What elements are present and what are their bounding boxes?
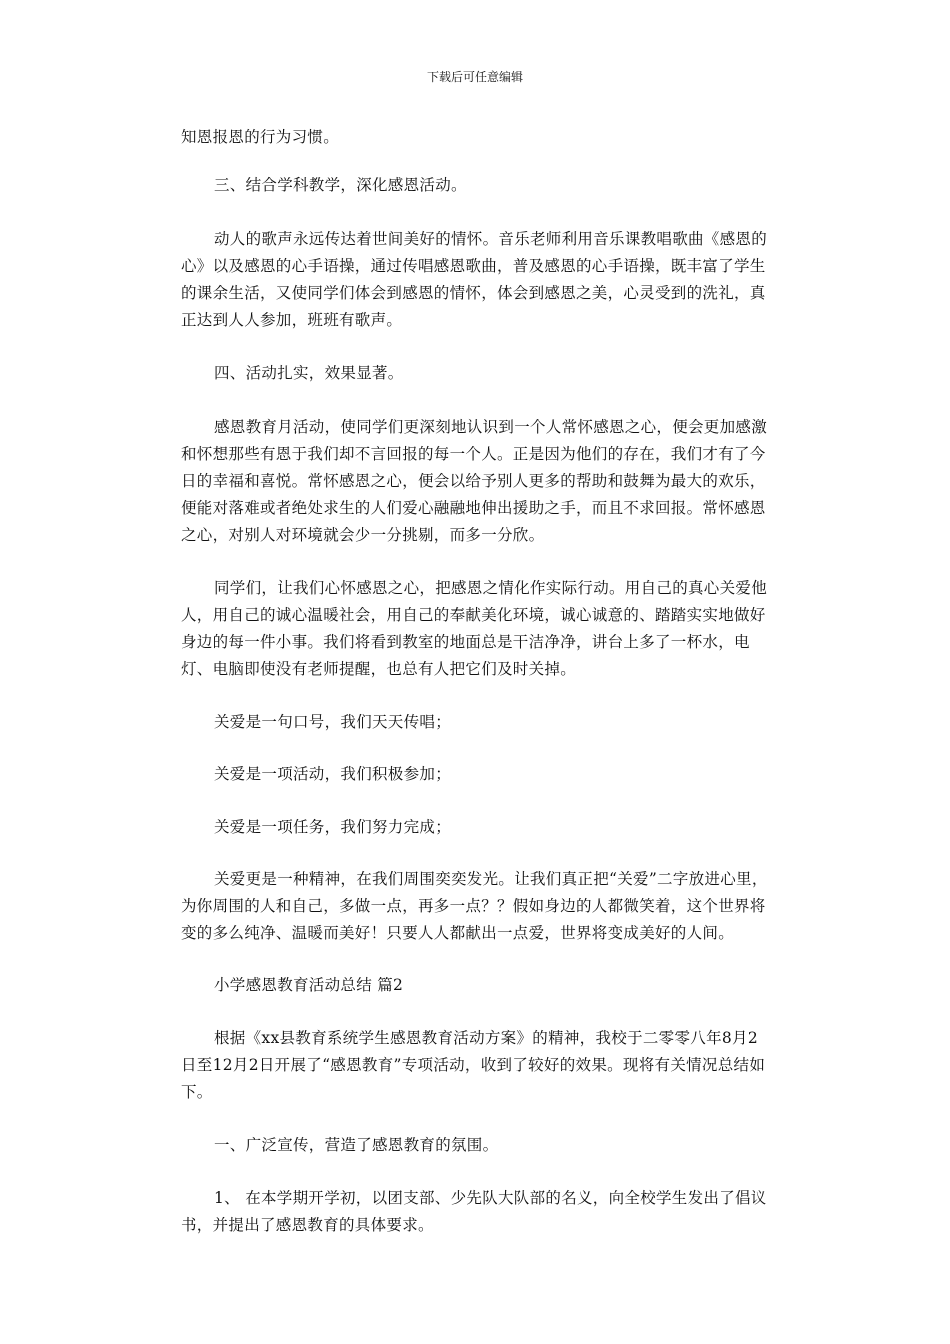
article-title-2: 小学感恩教育活动总结 篇2 bbox=[214, 976, 404, 994]
slogan-line-2: 关爱是一项活动，我们积极参加； bbox=[214, 765, 452, 783]
page-header: 下载后可任意编辑 bbox=[426, 70, 523, 84]
paragraph-classmates: 同学们，让我们心怀感恩之心，把感恩之情化作实际行动。用自己的真心关爱他人，用自己的诚心温暖社会，用自己的奉献美化环境，诚心诚意的、踏踏实实地做好身边的每一件小事。我们将看到教室的地面总是干洁净净，讲台上多了一杯水，电灯、电脑即使没有老师提醒，也总有人把它们及时关掉。 bbox=[181, 579, 768, 678]
section-heading-4: 四、活动扎实，效果显著。 bbox=[214, 364, 404, 382]
section-heading-1: 一、广泛宣传，营造了感恩教育的氛围。 bbox=[214, 1136, 499, 1154]
paragraph-0: 知恩报恩的行为习惯。 bbox=[181, 128, 340, 146]
slogan-line-3: 关爱是一项任务，我们努力完成； bbox=[214, 818, 452, 836]
document-body bbox=[181, 124, 771, 1265]
paragraph-love-spirit: 关爱更是一种精神，在我们周围奕奕发光。让我们真正把“关爱”二字放进心里，为你周围的人和自己，多做一点，再多一点？？假如身边的人都微笑着，这个世界将变的多么纯净、温暖而美好！只要人人都献出一点爱，世界将变成美好的人间。 bbox=[181, 870, 768, 942]
paragraph-intro-2: 根据《xx县教育系统学生感恩教育活动方案》的精神，我校于二零零八年8月2日至12月2日开展了“感恩教育”专项活动，收到了较好的效果。现将有关情况总结如下。 bbox=[181, 1029, 766, 1101]
paragraph-gratitude-month: 感恩教育月活动，使同学们更深刻地认识到一个人常怀感恩之心，便会更加感激和怀想那些有恩于我们却不言回报的每一个人。正是因为他们的存在，我们才有了今日的幸福和喜悦。常怀感恩之心，便会以给予别人更多的帮助和鼓舞为最大的欢乐，便能对落难或者绝处求生的人们爱心融融地伸出援助之手，而且不求回报。常怀感恩之心，对别人对环境就会少一分挑剔，而多一分欣。 bbox=[181, 418, 768, 544]
slogan-line-1: 关爱是一句口号，我们天天传唱； bbox=[214, 713, 452, 731]
paragraph-music: 动人的歌声永远传达着世间美好的情怀。音乐老师利用音乐课教唱歌曲《感恩的心》以及感恩的心手语操，通过传唱感恩歌曲，普及感恩的心手语操，既丰富了学生的课余生活，又使同学们体会到感恩的情怀，体会到感恩之美，心灵受到的洗礼，真正达到人人参加，班班有歌声。 bbox=[181, 230, 768, 329]
paragraph-item-1: 1、 在本学期开学初，以团支部、少先队大队部的名义，向全校学生发出了倡议书，并提出了感恩教育的具体要求。 bbox=[181, 1189, 767, 1234]
section-heading-3: 三、结合学科教学，深化感恩活动。 bbox=[214, 176, 467, 194]
